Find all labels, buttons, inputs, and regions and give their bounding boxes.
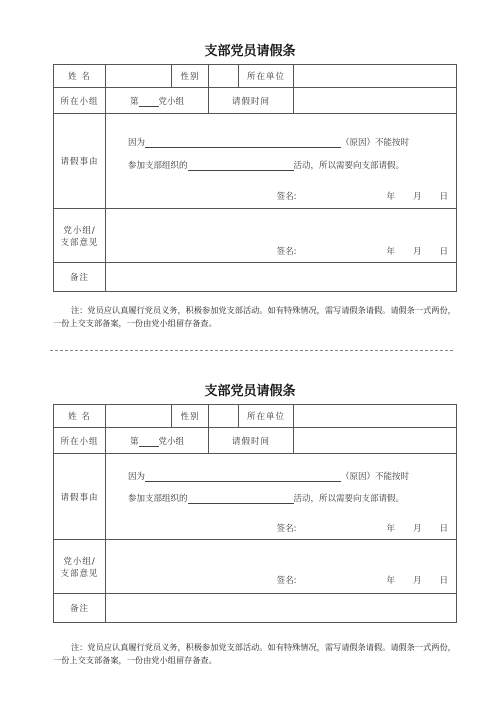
activity-prefix: 参加支部组织的 bbox=[128, 161, 188, 171]
group-field[interactable] bbox=[106, 428, 209, 454]
group-suffix: 党小组 bbox=[158, 436, 185, 447]
gender-field[interactable] bbox=[209, 65, 239, 88]
reason-line-1 bbox=[128, 470, 448, 482]
reason-blank[interactable] bbox=[145, 472, 341, 482]
unit-label: 所在单位 bbox=[239, 405, 294, 428]
reason-line-2 bbox=[128, 159, 448, 171]
reason-line-1 bbox=[128, 136, 448, 148]
opinion-field[interactable] bbox=[106, 209, 457, 263]
name-field[interactable] bbox=[106, 405, 172, 428]
month-label: 月 bbox=[412, 247, 422, 257]
unit-label: 所在单位 bbox=[239, 65, 294, 88]
gender-label: 性别 bbox=[172, 65, 209, 88]
name-field[interactable] bbox=[106, 65, 172, 88]
month-label: 月 bbox=[412, 576, 422, 586]
remark-field[interactable] bbox=[106, 594, 457, 623]
group-number-blank[interactable] bbox=[139, 437, 159, 447]
opinion-label-line-2: 支部意见 bbox=[60, 568, 99, 579]
reason-cause: （原因）不能按时 bbox=[341, 472, 410, 482]
sign-label: 签名: bbox=[276, 247, 297, 257]
reason-blank[interactable] bbox=[145, 138, 341, 148]
reason-prefix: 因为 bbox=[128, 472, 146, 482]
opinion-label bbox=[54, 209, 106, 263]
year-label: 年 bbox=[386, 192, 395, 202]
reason-field[interactable] bbox=[106, 114, 457, 209]
year-label: 年 bbox=[386, 576, 395, 586]
group-number-blank[interactable] bbox=[139, 97, 159, 107]
activity-suffix: 活动，所以需要向支部请假。 bbox=[293, 494, 405, 504]
sign-label: 签名: bbox=[276, 576, 297, 586]
reason-label: 请假事由 bbox=[54, 454, 106, 540]
form-title: 支部党员请假条 bbox=[204, 44, 296, 59]
group-suffix: 党小组 bbox=[158, 96, 185, 107]
form-note: 注：党员应认真履行党员义务，积极参加党支部活动。如有特殊情况，需写请假条请假。请假条一式两份，一份上交支部备案，一份由党小组留存备查。 bbox=[53, 642, 456, 665]
year-label: 年 bbox=[386, 524, 395, 534]
day-label: 日 bbox=[439, 247, 448, 257]
day-label: 日 bbox=[439, 576, 448, 586]
group-label: 所在小组 bbox=[54, 428, 106, 454]
month-label: 月 bbox=[412, 524, 422, 534]
reason-label: 请假事由 bbox=[54, 114, 106, 209]
reason-cause: （原因）不能按时 bbox=[341, 138, 410, 148]
opinion-sign-line bbox=[277, 574, 448, 586]
opinion-field[interactable] bbox=[106, 540, 457, 594]
gender-label: 性别 bbox=[172, 405, 209, 428]
name-label: 姓 名 bbox=[54, 405, 106, 428]
activity-suffix: 活动，所以需要向支部请假。 bbox=[293, 161, 405, 171]
leave-table bbox=[53, 64, 457, 292]
form-title: 支部党员请假条 bbox=[204, 384, 296, 399]
day-label: 日 bbox=[439, 524, 448, 534]
remark-label: 备注 bbox=[54, 594, 106, 623]
opinion-label-line-2: 支部意见 bbox=[60, 237, 99, 248]
unit-field[interactable] bbox=[294, 405, 457, 428]
cut-line bbox=[50, 350, 453, 351]
day-label: 日 bbox=[439, 192, 448, 202]
time-field[interactable] bbox=[294, 88, 457, 114]
form-note: 注：党员应认真履行党员义务，积极参加党支部活动。如有特殊情况，需写请假条请假。请假条一式两份，一份上交支部备案，一份由党小组留存备查。 bbox=[53, 305, 456, 328]
opinion-label-line-1: 党小组/ bbox=[63, 225, 96, 236]
month-label: 月 bbox=[412, 192, 422, 202]
activity-blank[interactable] bbox=[188, 494, 294, 504]
group-label: 所在小组 bbox=[54, 88, 106, 114]
sign-label: 签名: bbox=[276, 192, 297, 202]
year-label: 年 bbox=[386, 247, 395, 257]
remark-label: 备注 bbox=[54, 263, 106, 292]
group-prefix: 第 bbox=[129, 96, 139, 107]
activity-prefix: 参加支部组织的 bbox=[128, 494, 188, 504]
reason-field[interactable] bbox=[106, 454, 457, 540]
reason-prefix: 因为 bbox=[128, 138, 146, 148]
group-field[interactable] bbox=[106, 88, 209, 114]
opinion-sign-line bbox=[277, 245, 448, 257]
time-label: 请假时间 bbox=[209, 428, 294, 454]
opinion-label bbox=[54, 540, 106, 594]
leave-table bbox=[53, 404, 457, 623]
activity-blank[interactable] bbox=[188, 161, 294, 171]
reason-sign-line bbox=[277, 190, 448, 202]
gender-field[interactable] bbox=[209, 405, 239, 428]
unit-field[interactable] bbox=[294, 65, 457, 88]
group-prefix: 第 bbox=[129, 436, 139, 447]
opinion-label-line-1: 党小组/ bbox=[63, 556, 96, 567]
time-label: 请假时间 bbox=[209, 88, 294, 114]
time-field[interactable] bbox=[294, 428, 457, 454]
name-label: 姓 名 bbox=[54, 65, 106, 88]
reason-line-2 bbox=[128, 492, 448, 504]
reason-sign-line bbox=[277, 522, 448, 534]
remark-field[interactable] bbox=[106, 263, 457, 292]
sign-label: 签名: bbox=[276, 524, 297, 534]
